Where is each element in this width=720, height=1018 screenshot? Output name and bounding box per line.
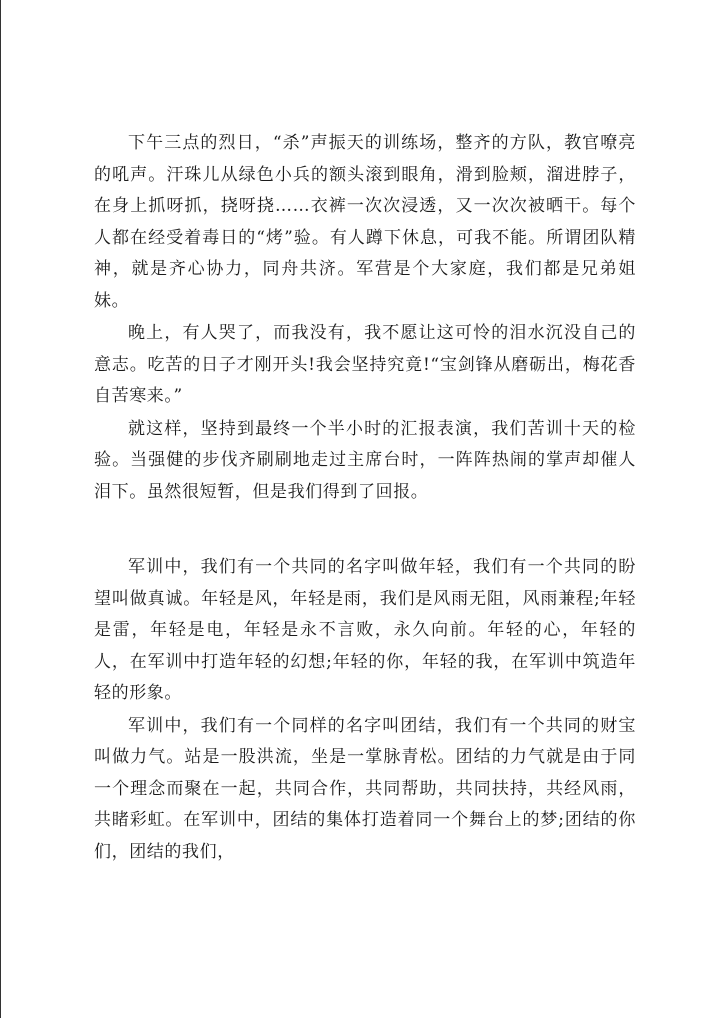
- page-left-border: [0, 0, 1, 1018]
- document-body: [94, 128, 636, 868]
- paragraph-final-performance: 就这样，坚持到最终一个半小时的汇报表演，我们苦训十天的检验。当强健的步伐齐刷刷地走过主席台时，一阵阵热闹的掌声却催人泪下。虽然很短暂，但是我们得到了回报。: [94, 418, 636, 502]
- paragraph-youth: 军训中，我们有一个共同的名字叫做年轻，我们有一个共同的盼望叫做真诚。年轻是风，年轻是雨，我们是风雨无阻，风雨兼程;年轻是雷，年轻是电，年轻是永不言败，永久向前。年轻的心，年轻的人，在军训中打造年轻的幻想;年轻的你，年轻的我，在军训中筑造年轻的形象。: [94, 557, 636, 703]
- paragraph-training-field: 下午三点的烈日，“杀”声振天的训练场，整齐的方队，教官嘹亮的吼声。汗珠儿从绿色小兵的额头滚到眼角，滑到脸颊，溜进脖子，在身上抓呀抓，挠呀挠……衣裤一次次浸透，又一次次被晒干。每个人都在经受着毒日的“烤”验。有人蹲下休息，可我不能。所谓团队精神，就是齐心协力，同舟共济。军营是个大家庭，我们都是兄弟姐妹。: [94, 133, 636, 311]
- paragraph-unity: 军训中，我们有一个同样的名字叫团结，我们有一个共同的财宝叫做力气。站是一股洪流，坐是一掌脉青松。团结的力气就是由于同一个理念而聚在一起，共同合作，共同帮助，共同扶持，共经风雨，共睹彩虹。在军训中，团结的集体打造着同一个舞台上的梦;团结的你们，团结的我们，: [94, 715, 636, 862]
- paragraph-evening: 晚上，有人哭了，而我没有，我不愿让这可怜的泪水沉没自己的意志。吃苦的日子才刚开头!我会坚持究竟!“宝剑锋从磨砺出，梅花香自苦寒来。”: [94, 323, 636, 406]
- section-gap: [94, 508, 636, 552]
